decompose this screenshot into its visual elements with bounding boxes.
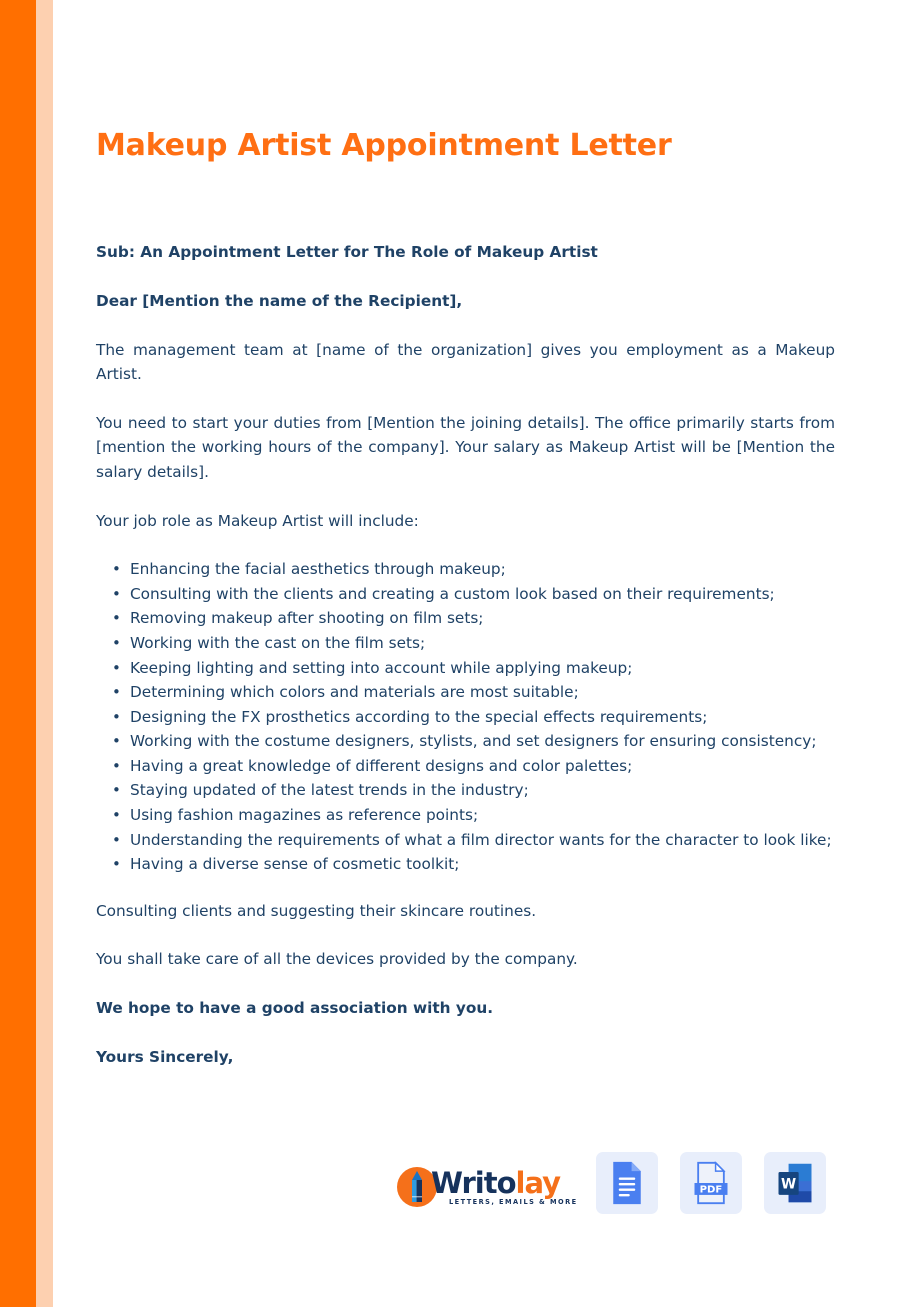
google-docs-icon [607, 1161, 647, 1205]
duties-list [96, 557, 835, 877]
writolay-logo[interactable] [397, 1162, 578, 1212]
list-item: • Consulting with the clients and creating a custom look based on their requirements; [130, 582, 835, 607]
list-item: • Enhancing the facial aesthetics through makeup; [130, 557, 835, 582]
page-title: Makeup Artist Appointment Letter [96, 128, 672, 163]
paragraph-employment: The management team at [name of the organization] gives you employment as a Makeup Artist. [96, 340, 835, 384]
letter-body [96, 240, 835, 1069]
paragraph-role-intro: Your job role as Makeup Artist will include: [96, 511, 419, 530]
list-item: • Keeping lighting and setting into account while applying makeup; [130, 656, 835, 681]
list-item: • Designing the FX prosthetics according to the special effects requirements; [130, 705, 835, 730]
list-item: • Staying updated of the latest trends in the industry; [130, 778, 835, 803]
subject-line: Sub: An Appointment Letter for The Role of Makeup Artist [96, 243, 598, 262]
svg-text:W: W [780, 1176, 797, 1193]
left-edge-orange-bar [0, 0, 36, 1307]
list-item: • Having a great knowledge of different designs and color palettes; [130, 754, 835, 779]
pdf-icon [691, 1161, 731, 1205]
footer-row [96, 1152, 835, 1224]
list-item: • Understanding the requirements of what a film director wants for the character to look like; [130, 828, 835, 853]
svg-text:PDF: PDF [699, 1184, 723, 1196]
word-icon [775, 1161, 815, 1205]
logo-wordmark [431, 1165, 578, 1206]
logo-tagline: LETTERS, EMAILS & MORE [449, 1197, 578, 1206]
salutation-line: Dear [Mention the name of the Recipient], [96, 291, 463, 310]
list-item: • Working with the cast on the film sets; [130, 631, 835, 656]
pdf-download-button[interactable] [680, 1152, 742, 1214]
left-edge-peach-bar [36, 0, 53, 1307]
logo-word-accent: lay [515, 1165, 561, 1200]
paragraph-skincare: Consulting clients and suggesting their skincare routines. [96, 901, 537, 920]
google-docs-download-button[interactable] [596, 1152, 658, 1214]
list-item: • Working with the costume designers, stylists, and set designers for ensuring consistency; [130, 729, 835, 754]
letter-content [96, 0, 835, 1307]
paragraph-devices: You shall take care of all the devices provided by the company. [96, 950, 578, 969]
paragraph-duties-start: You need to start your duties from [Mention the joining details]. The office primarily starts from [mention the working hours of the company]. Your salary as Makeup Artist will be [Mention the salary details]. [96, 413, 835, 481]
paragraph-association: We hope to have a good association with you. [96, 999, 494, 1018]
word-download-button[interactable] [764, 1152, 826, 1214]
list-item: • Using fashion magazines as reference points; [130, 803, 835, 828]
download-format-icons [596, 1152, 826, 1214]
list-item: • Having a diverse sense of cosmetic toolkit; [130, 852, 835, 877]
list-item: • Removing makeup after shooting on film sets; [130, 606, 835, 631]
signoff-line: Yours Sincerely, [96, 1047, 234, 1066]
list-item: • Determining which colors and materials are most suitable; [130, 680, 835, 705]
logo-word-primary: Writo [431, 1165, 516, 1200]
